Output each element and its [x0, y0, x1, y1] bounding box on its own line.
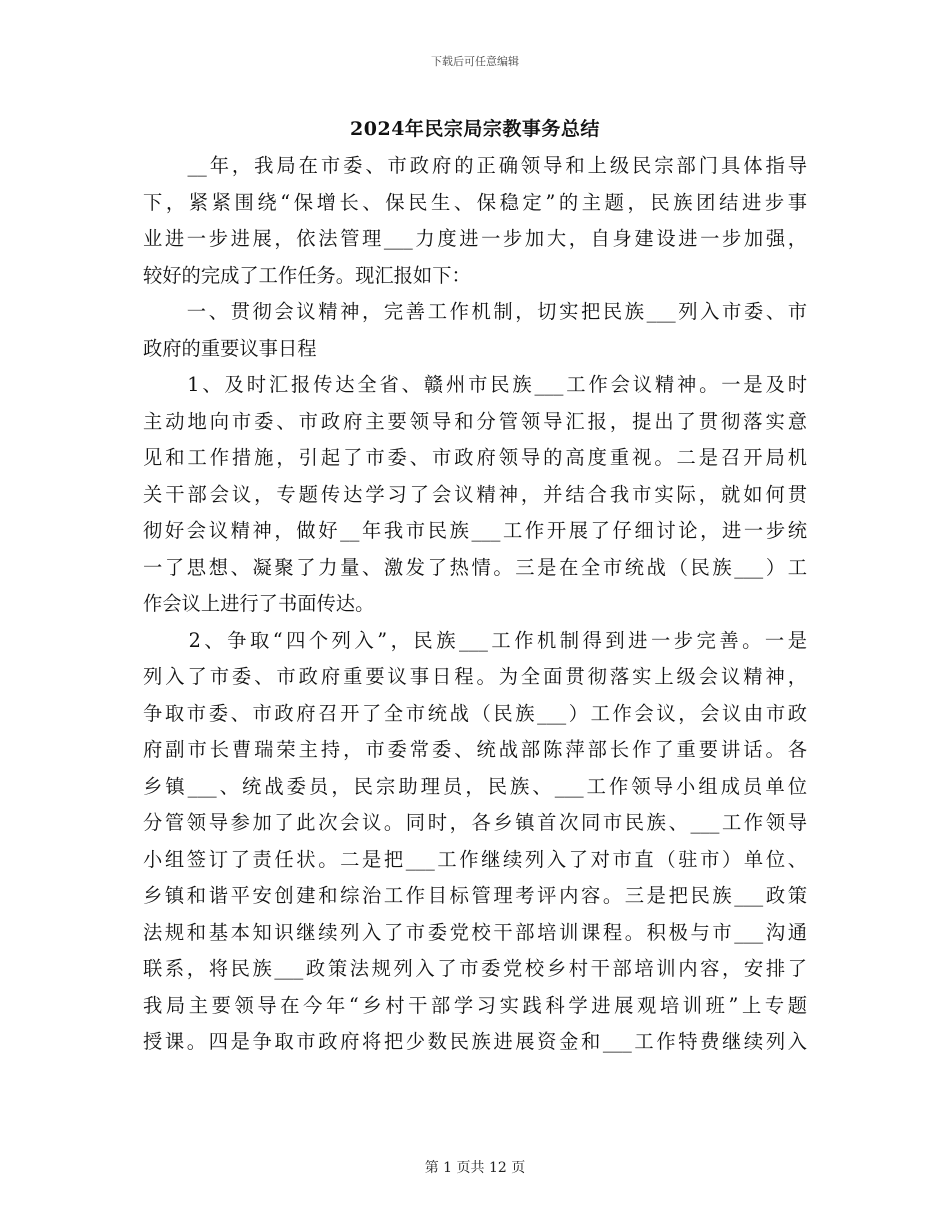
- text-line: 作会议上进行了书面传达。: [143, 592, 375, 615]
- text-line: 分管领导参加了此次会议。同时，各乡镇首次同市民族、___工作领导: [143, 811, 807, 834]
- text-line: 1、及时汇报传达全省、赣州市民族___工作会议精神。一是及时: [143, 373, 807, 396]
- text-line: 较好的完成了工作任务。现汇报如下：: [143, 263, 471, 287]
- text-line: 关干部会议，专题传达学习了会议精神，并结合我市实际，就如何贯: [143, 482, 807, 506]
- text-line: __年，我局在市委、市政府的正确领导和上级民宗部门具体指导: [143, 154, 807, 177]
- document-body: [143, 148, 807, 1061]
- text-line: 下，紧紧围绕“保增长、保民生、保稳定”的主题，民族团结进步事: [143, 190, 807, 214]
- text-line: 小组签订了责任状。二是把___工作继续列入了对市直（驻市）单位、: [143, 847, 807, 871]
- text-line: 乡镇和谐平安创建和综治工作目标管理考评内容。三是把民族___政策: [143, 884, 807, 907]
- text-line: 主动地向市委、市政府主要领导和分管领导汇报，提出了贯彻落实意: [143, 409, 807, 433]
- text-line: 彻好会议精神，做好__年我市民族___工作开展了仔细讨论，进一步统: [143, 519, 807, 542]
- text-line: 列入了市委、市政府重要议事日程。为全面贯彻落实上级会议精神，: [143, 665, 807, 688]
- text-line: 一、贯彻会议精神，完善工作机制，切实把民族___列入市委、市: [143, 300, 807, 323]
- page-footer: 第 1 页共 12 页: [424, 1160, 526, 1176]
- text-line: 政府的重要议事日程: [143, 336, 317, 360]
- text-line: 见和工作措施，引起了市委、市政府领导的高度重视。二是召开局机: [143, 446, 807, 469]
- text-line: 我局主要领导在今年“乡村干部学习实践科学进展观培训班”上专题: [143, 993, 807, 1017]
- text-line: 一了思想、凝聚了力量、激发了热情。三是在全市统战（民族___）工: [143, 555, 807, 579]
- text-line: 乡镇___、统战委员，民宗助理员，民族、___工作领导小组成员单位: [143, 774, 807, 798]
- text-line: 授课。四是争取市政府将把少数民族进展资金和___工作特费继续列入: [143, 1030, 807, 1053]
- text-line: 2、争取“四个列入”，民族___工作机制得到进一步完善。一是: [143, 628, 807, 652]
- text-line: 府副市长曹瑞荣主持，市委常委、统战部陈萍部长作了重要讲话。各: [143, 738, 807, 761]
- text-line: 业进一步进展，依法管理___力度进一步加大，自身建设进一步加强，: [143, 227, 807, 250]
- page-header: 下载后可任意编辑: [431, 55, 519, 68]
- document-title: 2024年民宗局宗教事务总结: [350, 118, 600, 140]
- text-line: 争取市委、市政府召开了全市统战（民族___）工作会议，会议由市政: [143, 701, 807, 725]
- text-line: 法规和基本知识继续列入了市委党校干部培训课程。积极与市___沟通: [143, 920, 807, 944]
- text-line: 联系，将民族___政策法规列入了市委党校乡村干部培训内容，安排了: [143, 957, 807, 980]
